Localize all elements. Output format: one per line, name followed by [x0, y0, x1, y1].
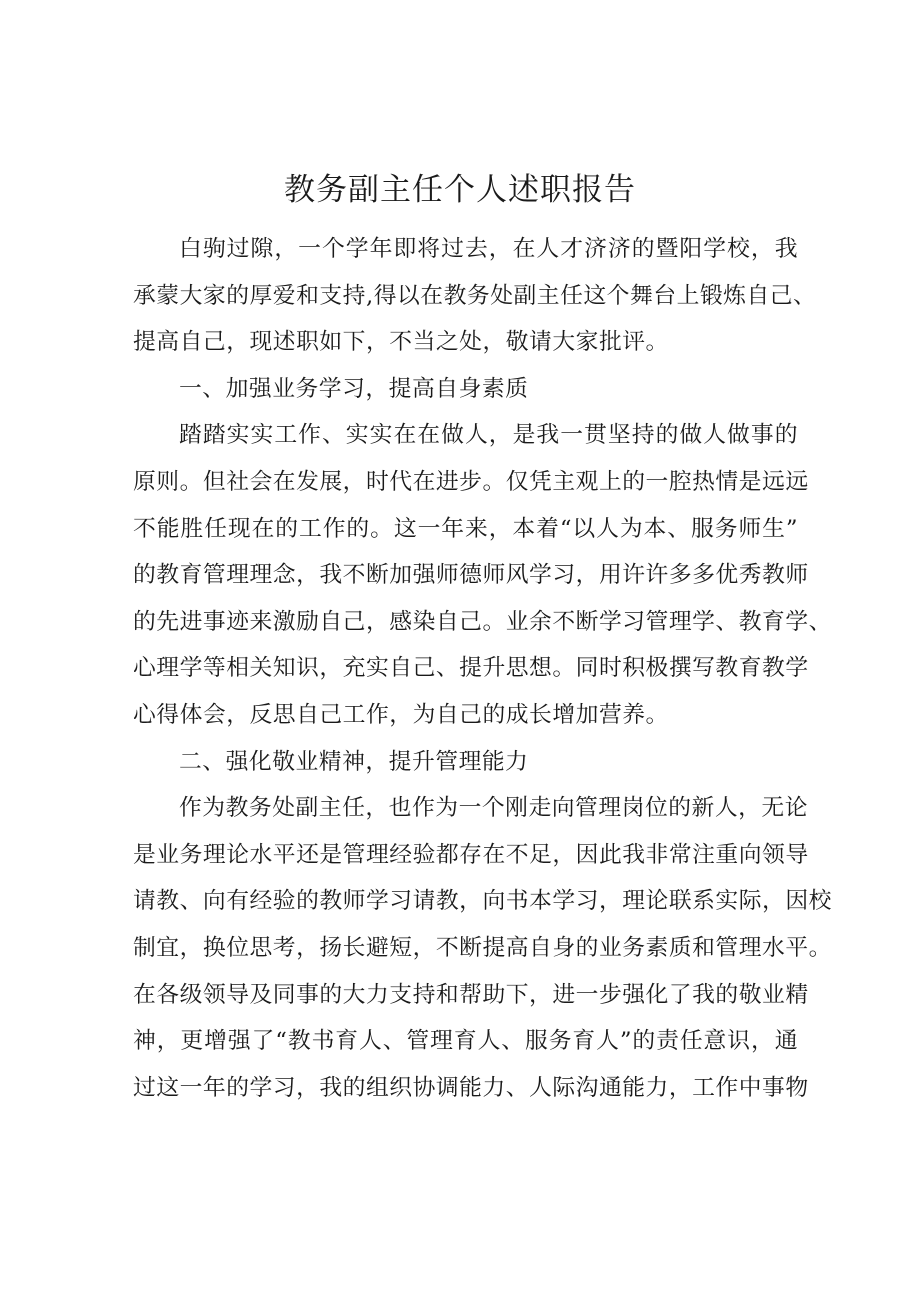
- paragraph-2-line-4: 的教育管理理念，我不断加强师德师风学习，用许许多多优秀教师: [133, 562, 809, 589]
- paragraph-1-line-3: 提高自己，现述职如下，不当之处，敬请大家批评。: [133, 329, 669, 356]
- paragraph-1-line-1: 白驹过隙，一个学年即将过去，在人才济济的暨阳学校，我: [179, 236, 798, 262]
- paragraph-3-line-3: 请教、向有经验的教师学习请教，向书本学习，理论联系实际，因校: [133, 888, 832, 915]
- paragraph-3-line-4: 制宜，换位思考，扬长避短，不断提高自身的业务素质和管理水平。: [133, 934, 832, 961]
- paragraph-3-line-2: 是业务理论水平还是管理经验都存在不足，因此我非常注重向领导: [133, 841, 809, 868]
- section-heading-2: 二、强化敬业精神，提升管理能力: [179, 748, 529, 775]
- paragraph-3-line-7: 过这一年的学习，我的组织协调能力、人际沟通能力，工作中事物: [133, 1074, 809, 1101]
- document-title: 教务副主任个人述职报告: [284, 172, 636, 208]
- paragraph-2-line-2: 原则。但社会在发展，时代在进步。仅凭主观上的一腔热情是远远: [133, 468, 809, 495]
- paragraph-2-line-3: 不能胜任现在的工作的。这一年来，本着“以人为本、服务师生”: [133, 515, 798, 542]
- paragraph-3-line-5: 在各级领导及同事的大力支持和帮助下，进一步强化了我的敬业精: [133, 981, 809, 1008]
- paragraph-3-line-1: 作为教务处副主任，也作为一个刚走向管理岗位的新人，无论: [179, 795, 809, 822]
- paragraph-3-line-6: 神，更增强了“教书育人、管理育人、服务育人”的责任意识，通: [133, 1028, 798, 1055]
- section-heading-1: 一、加强业务学习，提高自身素质: [179, 375, 529, 402]
- paragraph-2-line-1: 踏踏实实工作、实实在在做人，是我一贯坚持的做人做事的: [179, 422, 798, 449]
- document-body: [133, 226, 832, 1111]
- paragraph-2-line-5: 的先进事迹来激励自己，感染自己。业余不断学习管理学、教育学、: [133, 608, 832, 635]
- paragraph-2-line-7: 心得体会，反思自己工作，为自己的成长增加营养。: [133, 701, 669, 728]
- paragraph-2-line-6: 心理学等相关知识，充实自己、提升思想。同时积极撰写教育教学: [133, 655, 809, 682]
- paragraph-1-line-2: 承蒙大家的厚爱和支持,得以在教务处副主任这个舞台上锻炼自己、: [133, 282, 817, 309]
